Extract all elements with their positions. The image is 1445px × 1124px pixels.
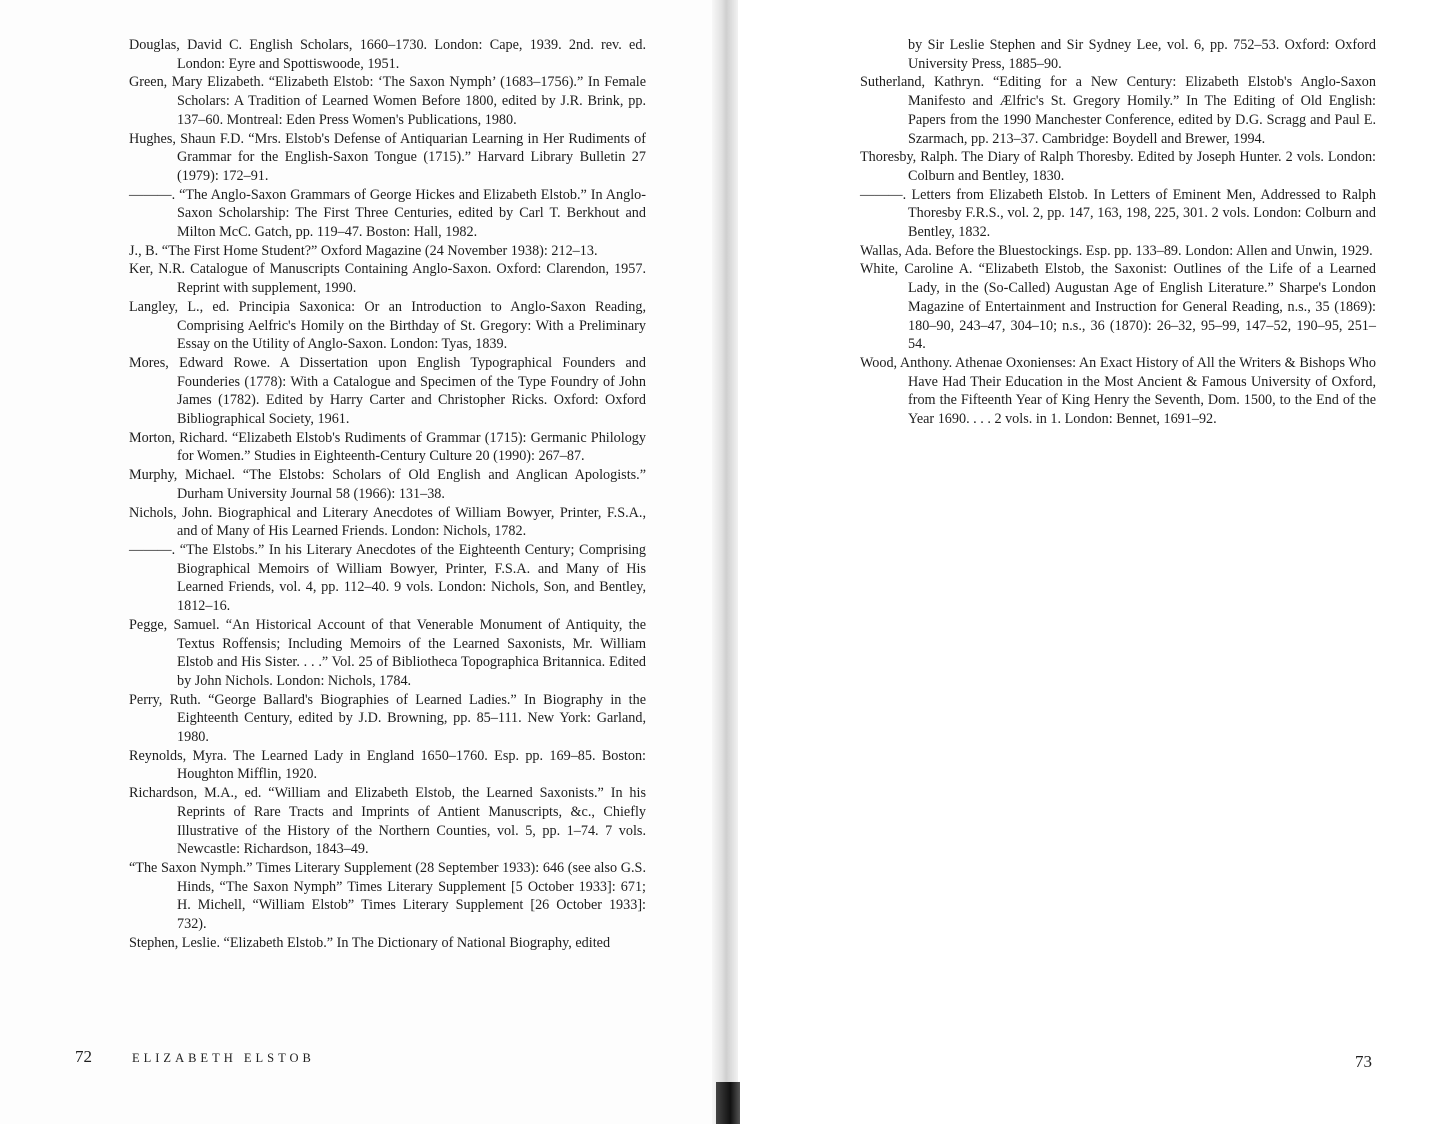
bibliography-list-right [860, 36, 1376, 429]
bibliography-entry: Ker, N.R. Catalogue of Manuscripts Containing Anglo-Saxon. Oxford: Clarendon, 1957. Reprint with supplement, 1990. [129, 261, 646, 297]
bibliography-entry: ———. Letters from Elizabeth Elstob. In Letters of Eminent Men, Addressed to Ralph Thoresby F.R.S., vol. 2, pp. 147, 163, 198, 225, 301. 2 vols. London: Colburn and Bentley, 1832. [860, 186, 1376, 241]
bibliography-entry: Morton, Richard. “Elizabeth Elstob's Rudiments of Grammar (1715): Germanic Philology for Women.” Studies in Eighteenth-Century Culture 20 (1990): 267–87. [129, 429, 646, 465]
bibliography-entry: White, Caroline A. “Elizabeth Elstob, the Saxonist: Outlines of the Life of a Learned Lady, in the (So-Called) Augustan Age of English Literature.” Sharpe's London Magazine of Entertainment and Instruction for General Reading, n.s., 35 (1869): 180–90, 243–47, 304–10; n.s., 36 (1870): 26–32, 95–99, 147–52, 190–95, 251–54. [860, 261, 1376, 353]
bibliography-entry: Perry, Ruth. “George Ballard's Biographies of Learned Ladies.” In Biography in the Eighteenth Century, edited by J.D. Browning, pp. 85–111. New York: Garland, 1980. [129, 691, 646, 746]
bibliography-entry: Douglas, David C. English Scholars, 1660–1730. London: Cape, 1939. 2nd. rev. ed. London: Eyre and Spottiswoode, 1951. [129, 37, 646, 72]
book-gutter [712, 0, 738, 1124]
bibliography-entry: Thoresby, Ralph. The Diary of Ralph Thoresby. Edited by Joseph Hunter. 2 vols. London: Colburn and Bentley, 1830. [860, 149, 1376, 184]
bibliography-entry: Stephen, Leslie. “Elizabeth Elstob.” In The Dictionary of National Biography, edited [129, 934, 611, 951]
bibliography-entry: Hughes, Shaun F.D. “Mrs. Elstob's Defense of Antiquarian Learning in Her Rudiments of Grammar for the English-Saxon Tongue (1715).” Harvard Library Bulletin 27 (1979): 172–91. [129, 130, 646, 184]
bibliography-entry: Richardson, M.A., ed. “William and Elizabeth Elstob, the Learned Saxonists.” In his Reprints of Rare Tracts and Imprints of Antient Manuscripts, &c., Chiefly Illustrative of the History of the Northern Counties, vol. 5, pp. 1–74. 7 vols. Newcastle: Richardson, 1843–49. [129, 785, 646, 858]
running-head [75, 1047, 315, 1067]
running-head-title: ELIZABETH ELSTOB [132, 1051, 315, 1065]
bibliography-list-left [129, 36, 646, 952]
gutter-shadow [716, 1082, 740, 1124]
bibliography-entry: “The Saxon Nymph.” Times Literary Supplement (28 September 1933): 646 (see also G.S. Hinds, “The Saxon Nymph” Times Literary Supplement [5 October 1933]: 671; H. Michell, “William Elstob” Times Literary Supplement [26 October 1933]: 732). [129, 859, 646, 933]
bibliography-entry: J., B. “The First Home Student?” Oxford Magazine (24 November 1938): 212–13. [129, 242, 598, 259]
bibliography-entry: Sutherland, Kathryn. “Editing for a New Century: Elizabeth Elstob's Anglo-Saxon Manifesto and Ælfric's St. Gregory Homily.” In The Editing of Old English: Papers from the 1990 Manchester Conference, edited by D.G. Scragg and Paul E. Szarmach, pp. 213–37. Cambridge: Boydell and Brewer, 1994. [860, 74, 1376, 147]
bibliography-entry: Reynolds, Myra. The Learned Lady in England 1650–1760. Esp. pp. 169–85. Boston: Houghton Mifflin, 1920. [129, 747, 646, 783]
bibliography-entry: ———. “The Elstobs.” In his Literary Anecdotes of the Eighteenth Century; Comprising Biographical Memoirs of William Bowyer, Printer, F.S.A. and Many of His Learned Friends, vol. 4, pp. 112–40. 9 vols. London: Nichols, Son, and Bentley, 1812–16. [129, 541, 646, 615]
bibliography-entry: ———. “The Anglo-Saxon Grammars of George Hickes and Elizabeth Elstob.” In Anglo-Saxon Scholarship: The First Three Centuries, edited by Carl T. Berkhout and Milton McC. Gatch, pp. 119–47. Boston: Hall, 1982. [129, 186, 646, 241]
bibliography-entry: Green, Mary Elizabeth. “Elizabeth Elstob: ‘The Saxon Nymph’ (1683–1756).” In Female Scholars: A Tradition of Learned Women Before 1800, edited by J.R. Brink, pp. 137–60. Montreal: Eden Press Women's Publications, 1980. [129, 74, 646, 128]
bibliography-entry: Nichols, John. Biographical and Literary Anecdotes of William Bowyer, Printer, F.S.A., and of Many of His Learned Friends. London: Nichols, 1782. [129, 504, 646, 540]
bibliography-entry: Wallas, Ada. Before the Bluestockings. Esp. pp. 133–89. London: Allen and Unwin, 1929. [860, 242, 1373, 259]
bibliography-entry: Murphy, Michael. “The Elstobs: Scholars of Old English and Anglican Apologists.” Durham University Journal 58 (1966): 131–38. [129, 467, 646, 502]
page-number-right: 73 [1355, 1052, 1372, 1071]
bibliography-entry-continuation: by Sir Leslie Stephen and Sir Sydney Lee, vol. 6, pp. 752–53. Oxford: Oxford University Press, 1885–90. [908, 37, 1376, 72]
bibliography-entry: Wood, Anthony. Athenae Oxonienses: An Exact History of All the Writers & Bishops Who Have Had Their Education in the Most Ancient & Famous University of Oxford, from the Fifteenth Year of King Henry the Seventh, Dom. 1500, to the End of the Year 1690. . . . 2 vols. in 1. London: Bennet, 1691–92. [860, 354, 1376, 428]
bibliography-entry: Pegge, Samuel. “An Historical Account of that Venerable Monument of Antiquity, the Textus Roffensis; Including Memoirs of the Learned Saxonists, Mr. William Elstob and His Sister. . . .” Vol. 25 of Bibliotheca Topographica Britannica. Edited by John Nichols. London: Nichols, 1784. [129, 616, 646, 689]
bibliography-entry: Mores, Edward Rowe. A Dissertation upon English Typographical Founders and Founderies (1778): With a Catalogue and Specimen of the Type Foundry of John James (1782). Edited by Harry Carter and Christopher Ricks. Oxford: Oxford Bibliographical Society, 1961. [129, 354, 646, 428]
page-number-left: 72 [75, 1047, 92, 1066]
bibliography-entry: Langley, L., ed. Principia Saxonica: Or an Introduction to Anglo-Saxon Reading, Comprising Aelfric's Homily on the Birthday of St. Gregory: With a Preliminary Essay on the Utility of Anglo-Saxon. London: Tyas, 1839. [129, 298, 646, 353]
